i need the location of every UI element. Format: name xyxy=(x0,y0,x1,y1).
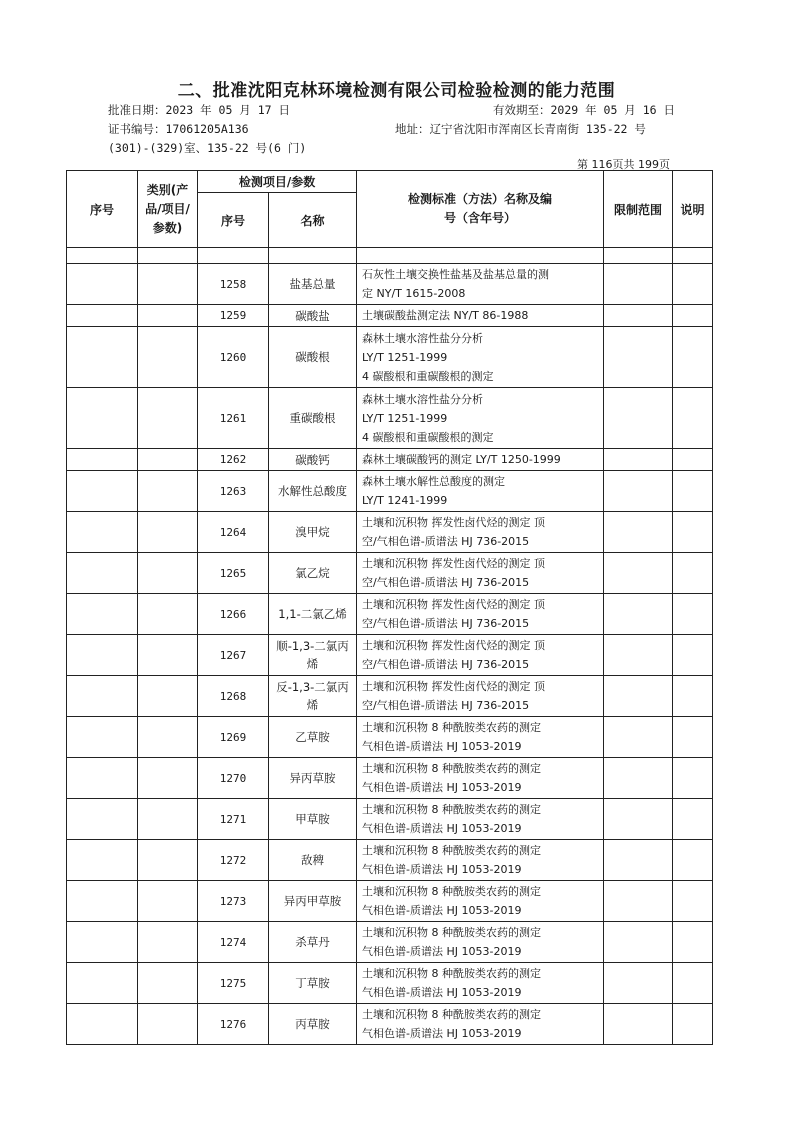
address: 地址：辽宁省沈阳市浑南区长青南街 135-22 号 xyxy=(395,122,646,136)
item-number: 1263 xyxy=(198,471,269,512)
note-cell xyxy=(673,553,713,594)
page-title: 二、批准沈阳克林环境检测有限公司检验检测的能力范围 xyxy=(177,81,616,101)
standard-cell xyxy=(357,963,604,1004)
limit-cell xyxy=(604,840,673,881)
item-number: 1274 xyxy=(198,922,269,963)
header-sub-name: 名称 xyxy=(269,193,357,248)
item-number: 1271 xyxy=(198,799,269,840)
standard-line: 空/气相色谱-质谱法 HJ 736-2015 xyxy=(362,699,530,712)
standard-cell xyxy=(357,594,604,635)
table-body xyxy=(67,264,713,1045)
note-cell xyxy=(673,840,713,881)
header-row-top xyxy=(67,171,713,193)
category-cell xyxy=(138,840,198,881)
item-name: 重碳酸根 xyxy=(269,388,357,449)
note-cell xyxy=(673,963,713,1004)
category-cell xyxy=(138,963,198,1004)
standard-cell xyxy=(357,881,604,922)
seq-cell xyxy=(67,594,138,635)
category-cell xyxy=(138,881,198,922)
table-row xyxy=(67,449,713,471)
item-number: 1265 xyxy=(198,553,269,594)
item-number: 1260 xyxy=(198,327,269,388)
note-cell xyxy=(673,717,713,758)
table-row xyxy=(67,881,713,922)
item-name: 1,1-二氯乙烯 xyxy=(269,594,357,635)
item-name: 碳酸钙 xyxy=(269,449,357,471)
standard-line: 气相色谱-质谱法 HJ 1053-2019 xyxy=(362,1027,522,1040)
category-cell xyxy=(138,305,198,327)
category-cell xyxy=(138,449,198,471)
seq-cell xyxy=(67,635,138,676)
standard-cell xyxy=(357,635,604,676)
standard-line: 土壤和沉积物 挥发性卤代烃的测定 顶 xyxy=(362,557,546,570)
header-seq: 序号 xyxy=(67,171,138,248)
limit-cell xyxy=(604,594,673,635)
item-name: 反-1,3-二氯丙烯 xyxy=(269,676,357,717)
table-row xyxy=(67,471,713,512)
item-number: 1258 xyxy=(198,264,269,305)
spacer-row xyxy=(67,248,713,264)
category-cell xyxy=(138,471,198,512)
standard-line: 气相色谱-质谱法 HJ 1053-2019 xyxy=(362,740,522,753)
standard-cell xyxy=(357,840,604,881)
seq-cell xyxy=(67,305,138,327)
limit-cell xyxy=(604,553,673,594)
standard-line: 森林土壤碳酸钙的测定 LY/T 1250-1999 xyxy=(362,453,561,466)
seq-cell xyxy=(67,963,138,1004)
category-cell xyxy=(138,922,198,963)
standard-line: 土壤和沉积物 8 种酰胺类农药的测定 xyxy=(362,967,542,980)
limit-cell xyxy=(604,512,673,553)
standard-line: 森林土壤水溶性盐分分析 xyxy=(362,331,484,345)
header-limit: 限制范围 xyxy=(604,171,673,248)
seq-cell xyxy=(67,449,138,471)
seq-cell xyxy=(67,758,138,799)
standard-line: 土壤和沉积物 挥发性卤代烃的测定 顶 xyxy=(362,639,546,652)
standard-line: 土壤和沉积物 8 种酰胺类农药的测定 xyxy=(362,1008,542,1021)
standard-line: 气相色谱-质谱法 HJ 1053-2019 xyxy=(362,945,522,958)
note-cell xyxy=(673,264,713,305)
standard-line: 气相色谱-质谱法 HJ 1053-2019 xyxy=(362,822,522,835)
standard-line: 气相色谱-质谱法 HJ 1053-2019 xyxy=(362,986,522,999)
limit-cell xyxy=(604,388,673,449)
standard-line: 土壤和沉积物 8 种酰胺类农药的测定 xyxy=(362,885,542,898)
capability-table xyxy=(66,170,713,1045)
table-row xyxy=(67,799,713,840)
table-row xyxy=(67,553,713,594)
standard-line: 土壤和沉积物 挥发性卤代烃的测定 顶 xyxy=(362,598,546,611)
category-cell xyxy=(138,799,198,840)
standard-line: 4 碳酸根和重碳酸根的测定 xyxy=(362,430,494,444)
seq-cell xyxy=(67,881,138,922)
approval-date: 批准日期：2023 年 05 月 17 日 xyxy=(108,103,291,117)
category-cell xyxy=(138,635,198,676)
standard-cell xyxy=(357,327,604,388)
limit-cell xyxy=(604,963,673,1004)
standard-cell xyxy=(357,758,604,799)
seq-cell xyxy=(67,717,138,758)
item-number: 1275 xyxy=(198,963,269,1004)
seq-cell xyxy=(67,1004,138,1045)
limit-cell xyxy=(604,717,673,758)
item-name: 顺-1,3-二氯丙烯 xyxy=(269,635,357,676)
table-row xyxy=(67,1004,713,1045)
category-cell xyxy=(138,388,198,449)
limit-cell xyxy=(604,881,673,922)
standard-line: 空/气相色谱-质谱法 HJ 736-2015 xyxy=(362,658,530,671)
item-number: 1266 xyxy=(198,594,269,635)
table-row xyxy=(67,758,713,799)
category-cell xyxy=(138,1004,198,1045)
valid-until: 有效期至：2029 年 05 月 16 日 xyxy=(493,103,676,117)
limit-cell xyxy=(604,799,673,840)
note-cell xyxy=(673,635,713,676)
category-cell xyxy=(138,553,198,594)
item-number: 1267 xyxy=(198,635,269,676)
table-row xyxy=(67,717,713,758)
item-name: 盐基总量 xyxy=(269,264,357,305)
item-name: 异丙甲草胺 xyxy=(269,881,357,922)
item-name: 水解性总酸度 xyxy=(269,471,357,512)
item-number: 1262 xyxy=(198,449,269,471)
standard-cell xyxy=(357,553,604,594)
standard-line: 森林土壤水解性总酸度的测定 xyxy=(362,475,506,488)
standard-line: 空/气相色谱-质谱法 HJ 736-2015 xyxy=(362,617,530,630)
standard-cell xyxy=(357,1004,604,1045)
standard-line: 土壤和沉积物 8 种酰胺类农药的测定 xyxy=(362,926,542,939)
seq-cell xyxy=(67,553,138,594)
seq-cell xyxy=(67,512,138,553)
limit-cell xyxy=(604,676,673,717)
item-name: 异丙草胺 xyxy=(269,758,357,799)
note-cell xyxy=(673,305,713,327)
standard-line: 土壤和沉积物 8 种酰胺类农药的测定 xyxy=(362,721,542,734)
standard-line: LY/T 1251-1999 xyxy=(362,411,448,425)
item-name: 杀草丹 xyxy=(269,922,357,963)
item-number: 1276 xyxy=(198,1004,269,1045)
standard-line: 土壤碳酸盐测定法 NY/T 86-1988 xyxy=(362,309,529,322)
standard-line: 气相色谱-质谱法 HJ 1053-2019 xyxy=(362,863,522,876)
seq-cell xyxy=(67,264,138,305)
note-cell xyxy=(673,512,713,553)
header-test-item: 检测项目/参数 xyxy=(198,171,357,193)
standard-cell xyxy=(357,449,604,471)
note-cell xyxy=(673,449,713,471)
standard-line: 气相色谱-质谱法 HJ 1053-2019 xyxy=(362,904,522,917)
table-row xyxy=(67,327,713,388)
standard-line: 土壤和沉积物 8 种酰胺类农药的测定 xyxy=(362,844,542,857)
limit-cell xyxy=(604,922,673,963)
item-name: 敌稗 xyxy=(269,840,357,881)
standard-cell xyxy=(357,305,604,327)
note-cell xyxy=(673,1004,713,1045)
standard-cell xyxy=(357,676,604,717)
item-name: 碳酸盐 xyxy=(269,305,357,327)
item-number: 1272 xyxy=(198,840,269,881)
seq-cell xyxy=(67,840,138,881)
standard-line: 气相色谱-质谱法 HJ 1053-2019 xyxy=(362,781,522,794)
note-cell xyxy=(673,799,713,840)
item-name: 溴甲烷 xyxy=(269,512,357,553)
table-row xyxy=(67,635,713,676)
address-continued: (301)-(329)室、135-22 号(6 门) xyxy=(108,141,307,155)
item-name: 丙草胺 xyxy=(269,1004,357,1045)
limit-cell xyxy=(604,1004,673,1045)
standard-line: 定 NY/T 1615-2008 xyxy=(362,287,466,300)
category-cell xyxy=(138,717,198,758)
header-note: 说明 xyxy=(673,171,713,248)
standard-line: LY/T 1241-1999 xyxy=(362,494,448,507)
standard-line: 土壤和沉积物 挥发性卤代烃的测定 顶 xyxy=(362,680,546,693)
item-name: 碳酸根 xyxy=(269,327,357,388)
note-cell xyxy=(673,676,713,717)
seq-cell xyxy=(67,922,138,963)
limit-cell xyxy=(604,327,673,388)
standard-cell xyxy=(357,264,604,305)
standard-cell xyxy=(357,922,604,963)
note-cell xyxy=(673,594,713,635)
limit-cell xyxy=(604,471,673,512)
standard-line: 森林土壤水溶性盐分分析 xyxy=(362,392,484,406)
standard-line: 4 碳酸根和重碳酸根的测定 xyxy=(362,369,494,383)
table-row xyxy=(67,922,713,963)
item-name: 甲草胺 xyxy=(269,799,357,840)
standard-cell xyxy=(357,799,604,840)
page-number: 第 116页共 199页 xyxy=(577,158,670,171)
table-row xyxy=(67,264,713,305)
standard-cell xyxy=(357,512,604,553)
item-number: 1261 xyxy=(198,388,269,449)
table-row xyxy=(67,840,713,881)
standard-line: 空/气相色谱-质谱法 HJ 736-2015 xyxy=(362,576,530,589)
seq-cell xyxy=(67,676,138,717)
category-cell xyxy=(138,594,198,635)
table-row xyxy=(67,305,713,327)
certificate-number: 证书编号：17061205A136 xyxy=(108,122,249,136)
limit-cell xyxy=(604,264,673,305)
header-sub-seq: 序号 xyxy=(198,193,269,248)
category-cell xyxy=(138,264,198,305)
limit-cell xyxy=(604,305,673,327)
item-number: 1273 xyxy=(198,881,269,922)
table-row xyxy=(67,963,713,1004)
limit-cell xyxy=(604,449,673,471)
standard-line: 土壤和沉积物 8 种酰胺类农药的测定 xyxy=(362,803,542,816)
table-row xyxy=(67,594,713,635)
note-cell xyxy=(673,758,713,799)
item-name: 乙草胺 xyxy=(269,717,357,758)
table-row xyxy=(67,388,713,449)
standard-cell xyxy=(357,388,604,449)
item-number: 1269 xyxy=(198,717,269,758)
limit-cell xyxy=(604,635,673,676)
item-number: 1264 xyxy=(198,512,269,553)
category-cell xyxy=(138,327,198,388)
standard-line: LY/T 1251-1999 xyxy=(362,350,448,364)
seq-cell xyxy=(67,327,138,388)
header-standard: 检测标准（方法）名称及编号（含年号） xyxy=(357,171,604,248)
standard-line: 空/气相色谱-质谱法 HJ 736-2015 xyxy=(362,535,530,548)
item-name: 丁草胺 xyxy=(269,963,357,1004)
note-cell xyxy=(673,388,713,449)
category-cell xyxy=(138,676,198,717)
item-number: 1268 xyxy=(198,676,269,717)
note-cell xyxy=(673,471,713,512)
table-row xyxy=(67,676,713,717)
category-cell xyxy=(138,758,198,799)
standard-line: 石灰性土壤交换性盐基及盐基总量的测 xyxy=(362,268,550,281)
note-cell xyxy=(673,327,713,388)
item-name: 氯乙烷 xyxy=(269,553,357,594)
seq-cell xyxy=(67,388,138,449)
seq-cell xyxy=(67,471,138,512)
standard-cell xyxy=(357,471,604,512)
item-number: 1259 xyxy=(198,305,269,327)
seq-cell xyxy=(67,799,138,840)
limit-cell xyxy=(604,758,673,799)
standard-line: 土壤和沉积物 挥发性卤代烃的测定 顶 xyxy=(362,516,546,529)
note-cell xyxy=(673,922,713,963)
table-row xyxy=(67,512,713,553)
header-category: 类别(产品/项目/参数) xyxy=(138,171,198,248)
category-cell xyxy=(138,512,198,553)
standard-cell xyxy=(357,717,604,758)
standard-line: 土壤和沉积物 8 种酰胺类农药的测定 xyxy=(362,762,542,775)
note-cell xyxy=(673,881,713,922)
item-number: 1270 xyxy=(198,758,269,799)
